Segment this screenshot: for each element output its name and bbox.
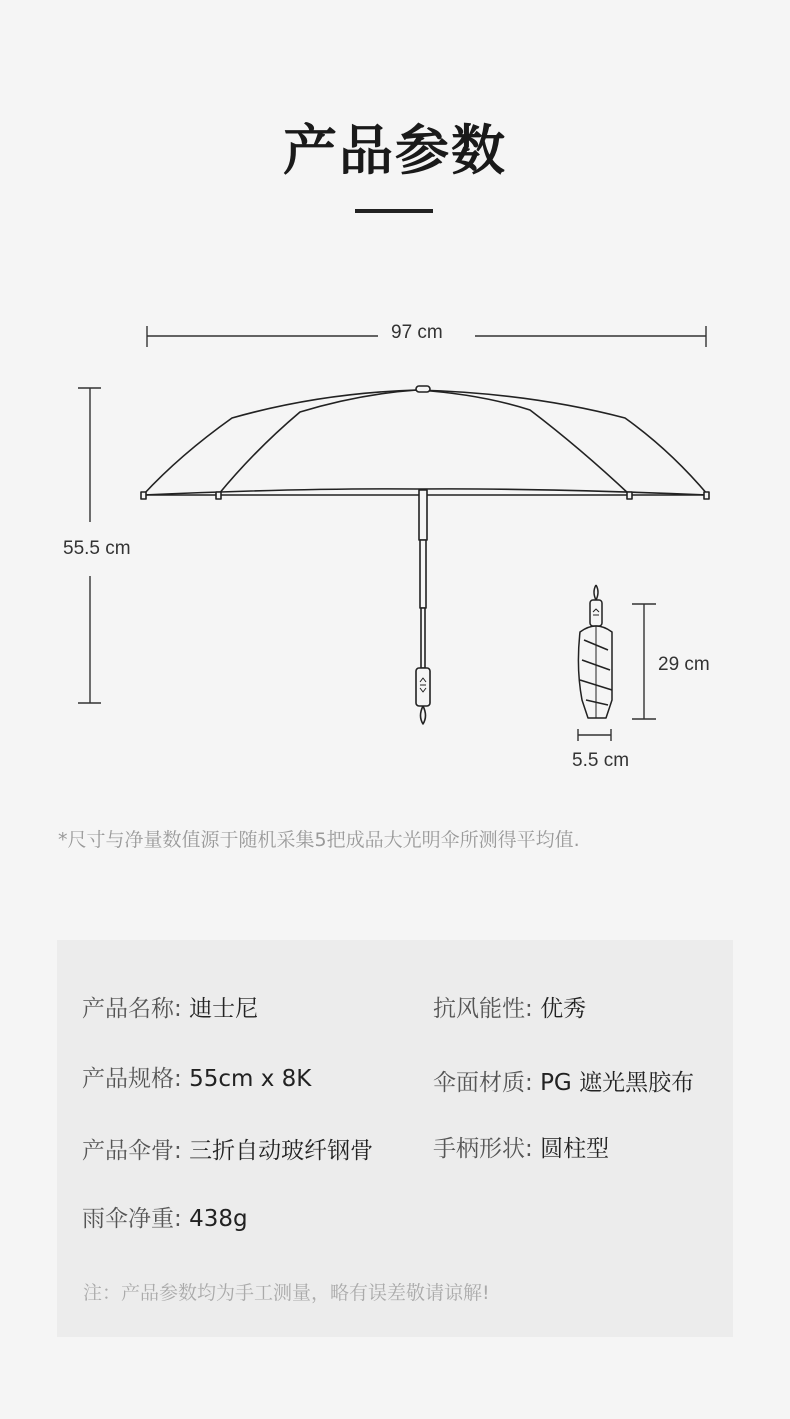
folded-umbrella-illustration: [578, 585, 612, 718]
spec-key: 抗风能性:: [433, 996, 533, 1022]
measurement-footnote: *尺寸与净量数值源于随机采集5把成品大光明伞所测得平均值.: [58, 829, 580, 851]
spec-key: 伞面材质:: [433, 1070, 533, 1096]
folded-width-dimension-line: [578, 729, 611, 741]
open-umbrella-illustration: [141, 386, 709, 724]
page-title: 产品参数: [283, 119, 507, 182]
folded-height-dimension-line: [632, 604, 656, 719]
spec-value: 优秀: [540, 996, 587, 1022]
spec-value: 圆柱型: [540, 1136, 610, 1162]
spec-canopy-material: [433, 1064, 694, 1097]
spec-key: 手柄形状:: [433, 1136, 533, 1162]
spec-size: [82, 1060, 311, 1093]
height-label: 55.5 cm: [63, 538, 131, 559]
spec-value: 438g: [189, 1206, 248, 1232]
width-label: 97 cm: [391, 322, 443, 343]
spec-value: PG 遮光黑胶布: [540, 1070, 695, 1096]
spec-key: 产品规格:: [82, 1066, 182, 1092]
spec-value: 55cm x 8K: [189, 1066, 312, 1092]
spec-wind-resistance: [433, 990, 586, 1023]
spec-net-weight: [82, 1200, 248, 1233]
spec-key: 产品名称:: [82, 996, 182, 1022]
folded-width-label: 5.5 cm: [572, 750, 630, 771]
folded-height-label: 29 cm: [658, 654, 710, 675]
spec-key: 雨伞净重:: [82, 1206, 182, 1232]
spec-product-name: [82, 990, 258, 1023]
spec-frame: [82, 1132, 373, 1165]
spec-value: 迪士尼: [189, 996, 259, 1022]
spec-handle-shape: [433, 1130, 609, 1163]
spec-panel: [57, 940, 733, 1337]
spec-value: 三折自动玻纤钢骨: [189, 1138, 374, 1164]
panel-disclaimer: 注：产品参数均为手工测量，略有误差敬请谅解!: [83, 1282, 490, 1304]
spec-key: 产品伞骨:: [82, 1138, 182, 1164]
